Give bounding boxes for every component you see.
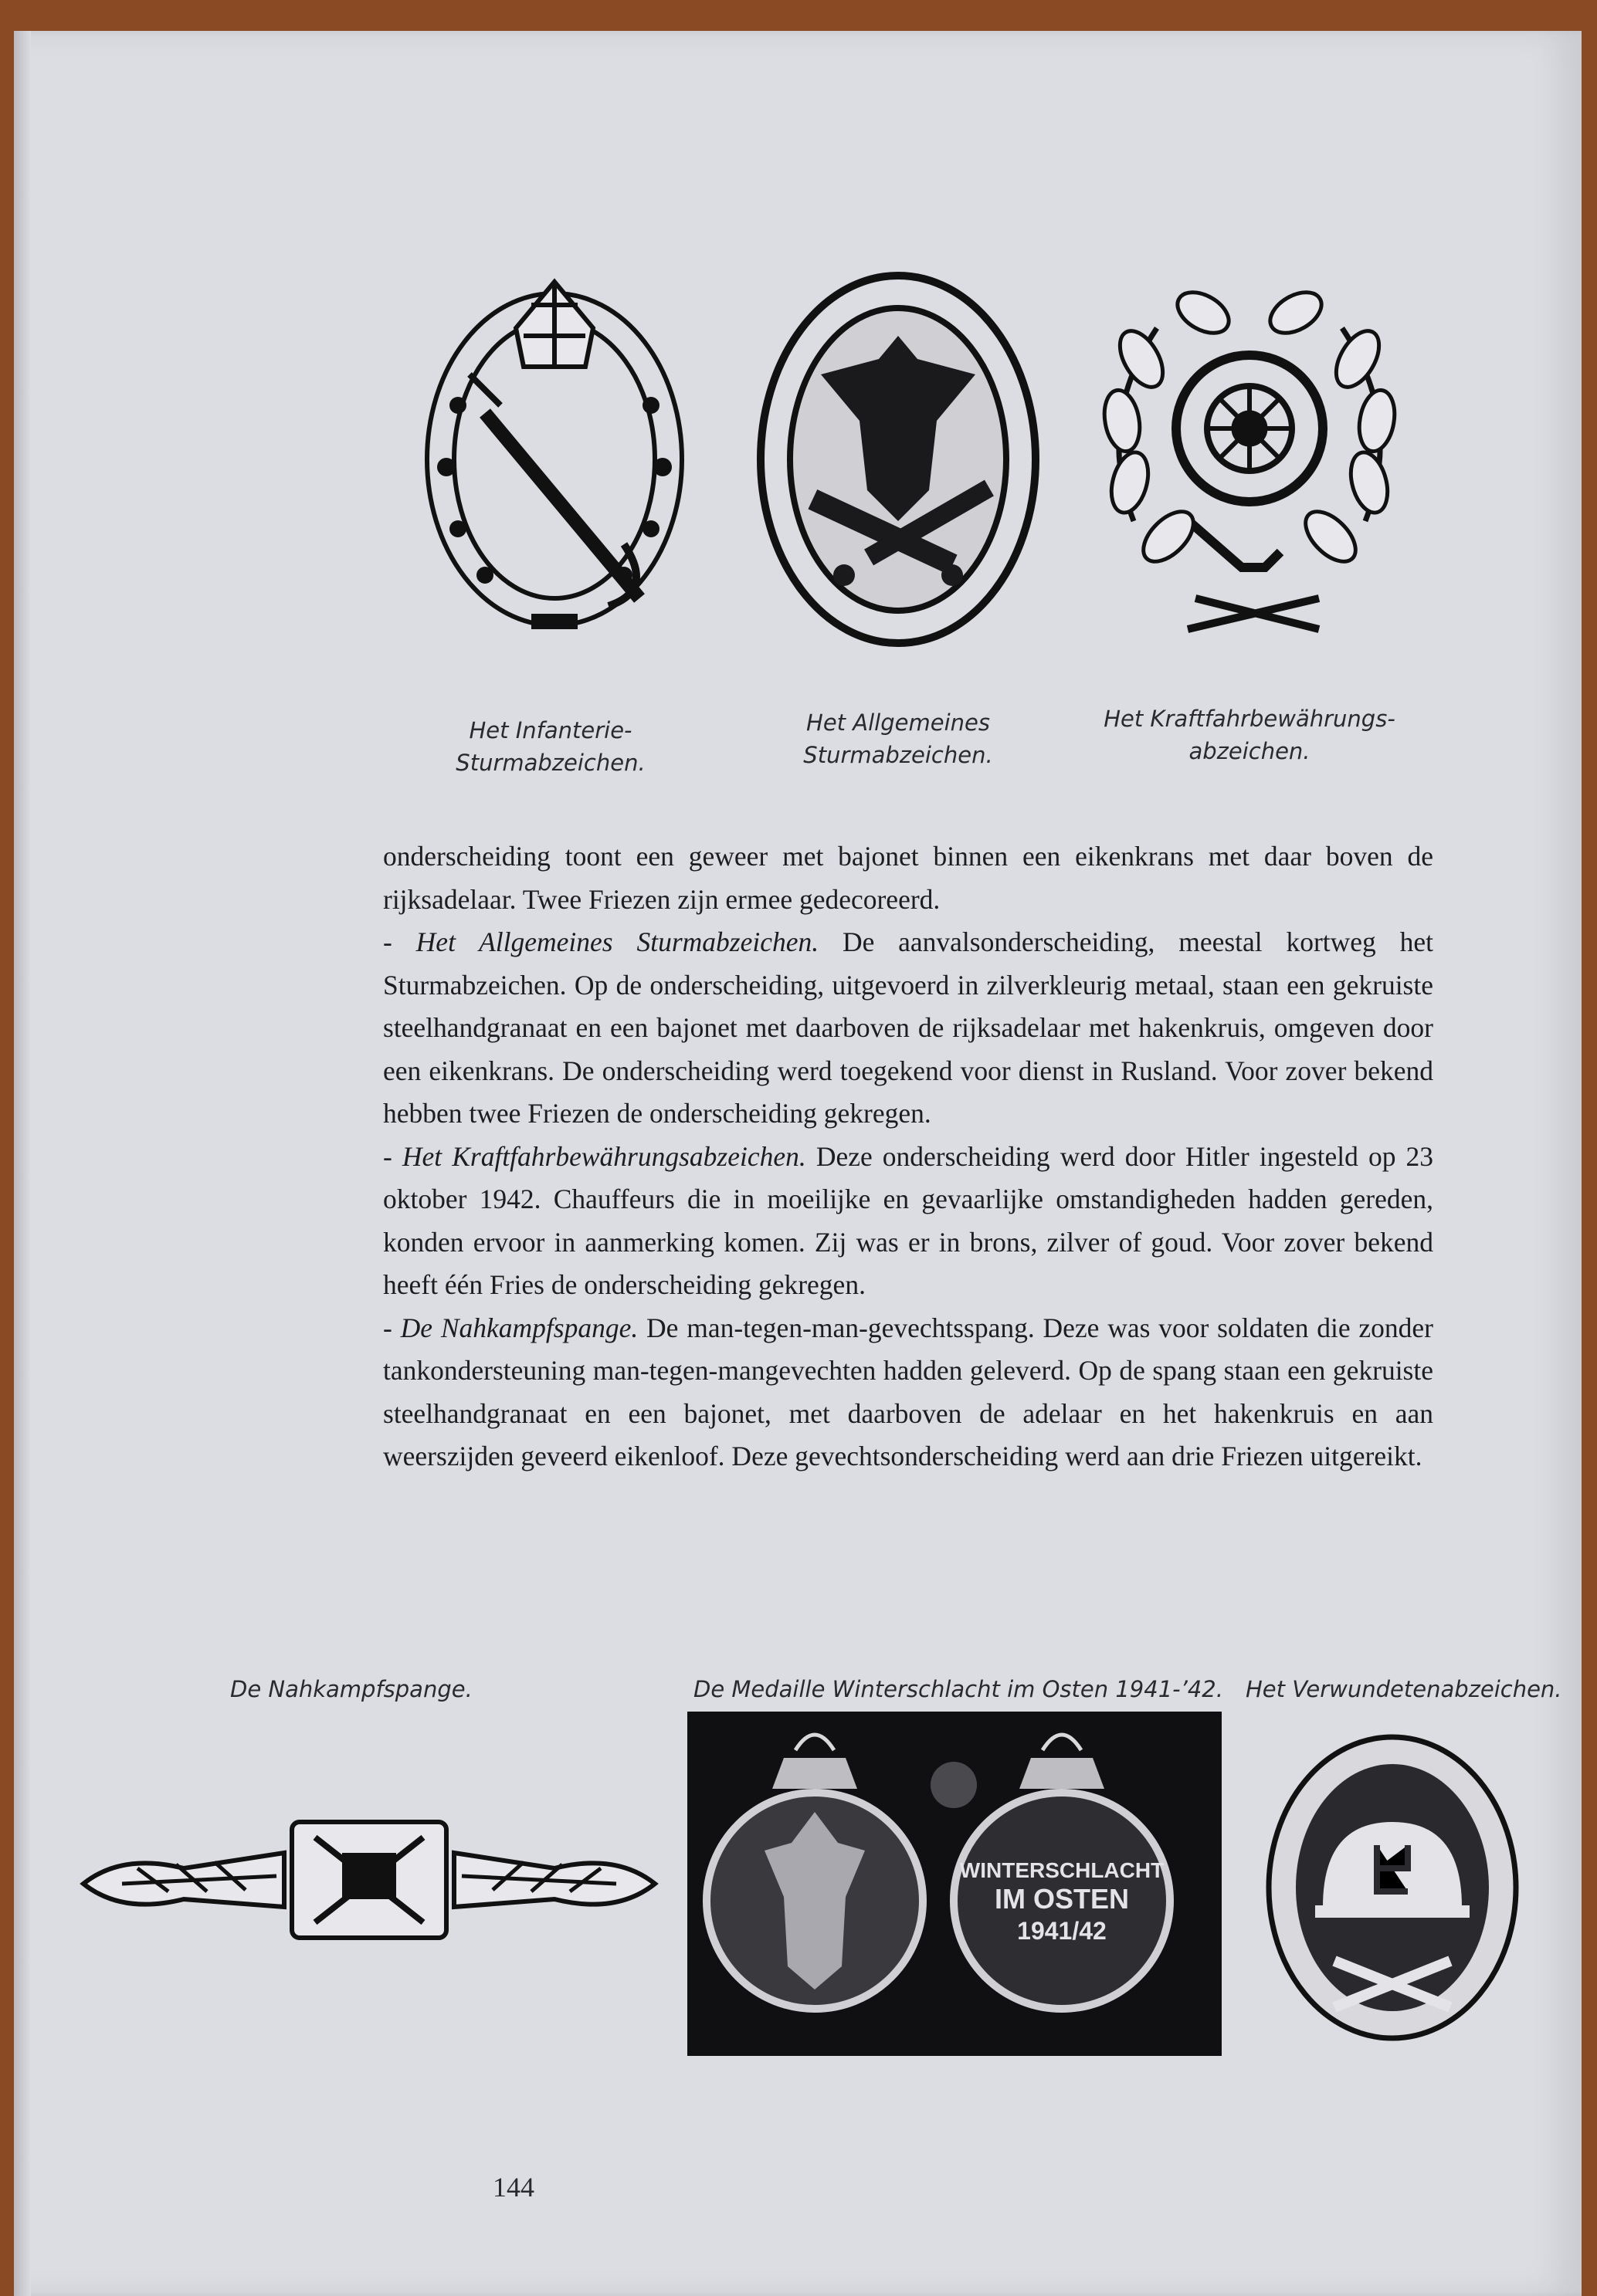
body-text [383,835,1433,1478]
nahkampfspange-illustration [76,1807,663,1953]
caption-kraftfahr: Het Kraftfahrbewährungs- abzeichen. [1104,706,1395,765]
caption-allgemeines: Het Allgemeines Sturmabzeichen. [803,709,993,769]
paragraph-title: De Nahkampfspange. [400,1312,639,1343]
page-spine-shadow [14,31,31,2296]
winterschlacht-medal-photo [687,1712,1222,2056]
caption-infanterie: Het Infanterie- Sturmabzeichen. [456,717,646,777]
paragraph-title: Het Allgemeines Sturmabzeichen. [415,926,819,957]
caption-nahkampf: De Nahkampfspange. [230,1676,473,1702]
medal-inscription-line-3: 1941/42 [1017,1917,1107,1945]
paragraph-title: Het Kraftfahrbewährungsabzeichen. [402,1140,806,1172]
paragraph-infanterie: onderscheiding toont een geweer met bajonet binnen een eikenkrans met daar boven de rijksadelaar. Twee Friezen zijn ermee gedecoreerd. [383,841,1433,915]
book-page [14,31,1582,2296]
paragraph-allgemeines: - Het Allgemeines Sturmabzeichen. De aanvalsonderscheiding, meestal kortweg het Sturmabzeichen. Op de onderscheiding, uitgevoerd in zilverkleurig metaal, staan een gekruiste steelhandgranaat en een bajonet met daarboven de rijksadelaar met hakenkruis, omgeven door een eikenkrans. De onderscheiding werd toegekend voor dienst in Rusland. Voor zover bekend hebben twee Friezen de onderscheiding gekregen. [383,926,1434,1129]
verwundeten-badge-illustration [1261,1729,1524,2046]
medal-inscription-line-2: IM OSTEN [994,1883,1130,1915]
paragraph-kraftfahr: - Het Kraftfahrbewährungsabzeichen. Deze onderscheiding werd door Hitler ingesteld op 23 oktober 1942. Chauffeurs die in moeilijke en gevaarlijke omstandigheden hadden gereden, konden ervoor in aanmerking komen. Zij was er in brons, zilver of goud. Voor zover bekend heeft één Fries de onderscheiding gekregen. [383,1140,1434,1300]
caption-winterschlacht: De Medaille Winterschlacht im Osten 1941-’42. [693,1676,1223,1702]
medal-inscription-line-1: WINTERSCHLACHT [959,1858,1165,1882]
allgemeines-badge-illustration [751,266,1045,652]
page-number: 144 [493,2172,534,2203]
kraftfahr-badge-illustration [1087,266,1412,645]
infanterie-badge-illustration [400,235,709,652]
medal-photo-art [687,1712,1222,2056]
caption-verwundeten: Het Verwundetenabzeichen. [1246,1676,1562,1702]
paragraph-nahkampf: - De Nahkampfspange. De man-tegen-man-gevechtsspang. Deze was voor soldaten die zonder tankondersteuning man-tegen-mangevechten hadden geleverd. Op de spang staan een gekruiste steelhandgranaat en een bajonet, met daarboven de adelaar en het hakenkruis en aan weerszijden geveerd eikenloof. Deze gevechtsonderscheiding werd aan drie Friezen uitgereikt. [383,1312,1434,1471]
